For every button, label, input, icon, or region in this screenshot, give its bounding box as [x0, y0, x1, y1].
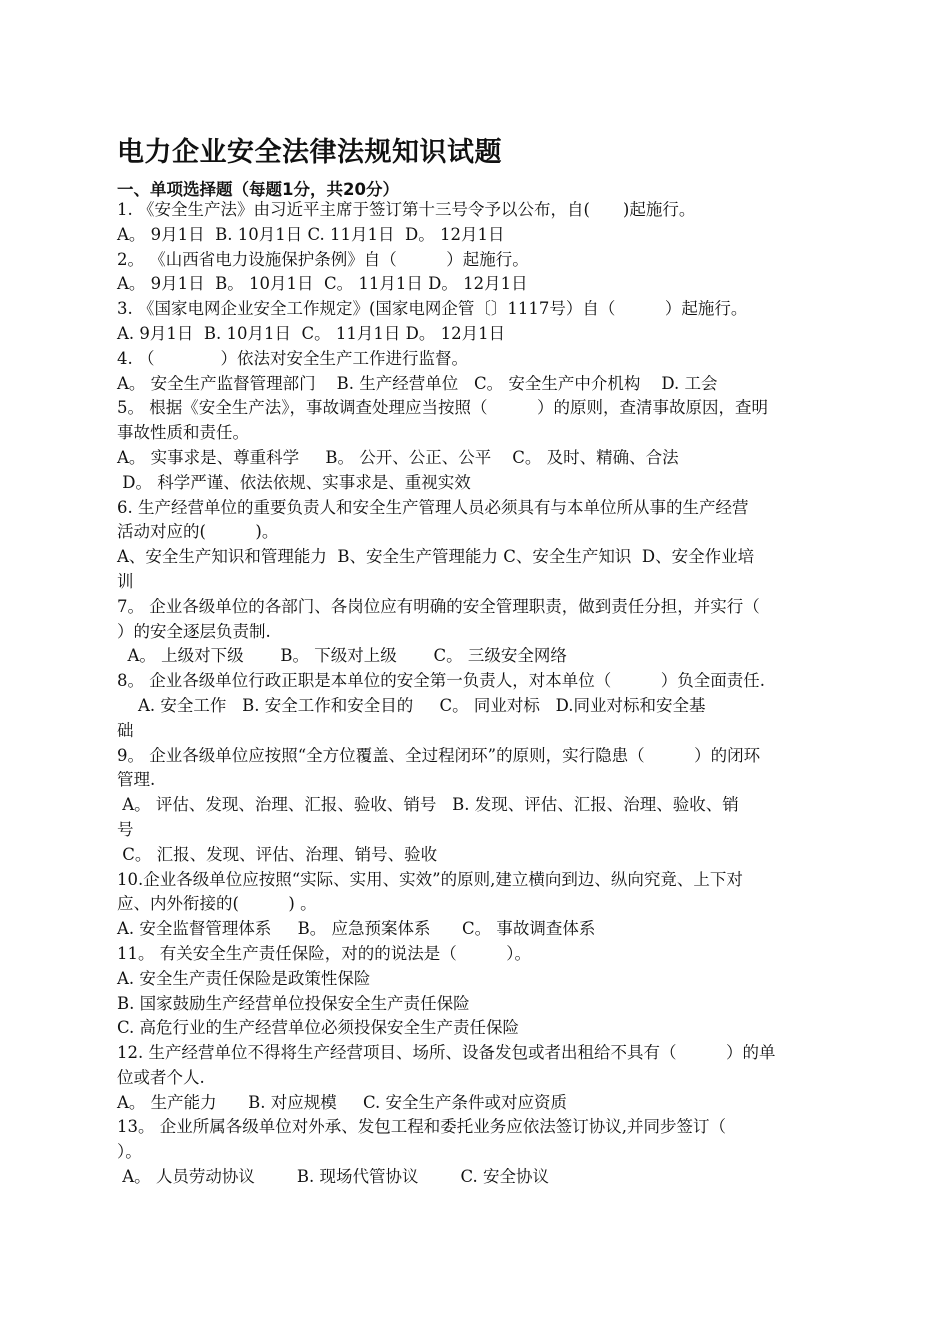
text-line: A。 评估、发现、治理、汇报、验收、销号 B. 发现、评估、汇报、治理、验收、销 [117, 795, 739, 815]
text-line: A。 上级对下级 B。 下级对上级 C。 三级安全网络 [117, 646, 567, 666]
section-heading: 一、单项选择题（每题1分，共20分） [117, 180, 399, 199]
text-line: A。 安全生产监督管理部门 B. 生产经营单位 C。 安全生产中介机构 D. 工会 [117, 373, 718, 393]
text-line: 位或者个人. [117, 1067, 205, 1087]
text-line: 8。 企业各级单位行政正职是本单位的安全第一负责人，对本单位（ ）负全面责任. [117, 671, 765, 691]
text-line: 号 [117, 819, 134, 839]
text-line: 3. 《国家电网企业安全工作规定》(国家电网企管〔〕1117号）自（ ）起施行。 [117, 299, 748, 319]
text-line: 础 [117, 720, 134, 740]
text-line: 应、内外衔接的( ) 。 [117, 894, 317, 914]
text-line: 12. 生产经营单位不得将生产经营项目、场所、设备发包或者出租给不具有（ ）的单 [117, 1043, 776, 1063]
text-line: ）。 [117, 1142, 142, 1162]
text-line: 1. 《安全生产法》由习近平主席于签订第十三号令予以公布，自( )起施行。 [117, 200, 696, 219]
text-line: C. 高危行业的生产经营单位必须投保安全生产责任保险 [117, 1018, 520, 1038]
text-line: 训 [117, 571, 134, 591]
text-line: 10.企业各级单位应按照“实际、实用、实效”的原则,建立横向到边、纵向究竟、上下对 [117, 869, 743, 889]
text-line: A。 实事求是、尊重科学 B。 公开、公正、公平 C。 及时、精确、合法 [117, 447, 679, 467]
text-line: A。 9月1日 B. 10月1日 C. 11月1日 D。 12月1日 [117, 224, 505, 244]
text-line: A. 安全监督管理体系 B。 应急预案体系 C。 事故调查体系 [117, 919, 596, 939]
text-line: 管理. [117, 770, 156, 790]
text-line: 4. （ ）依法对安全生产工作进行监督。 [117, 348, 468, 368]
text-line: 13。 企业所属各级单位对外承、发包工程和委托业务应依法签订协议,并同步签订（ [117, 1117, 726, 1137]
text-line: A. 安全工作 B. 安全工作和安全目的 C。 同业对标 D.同业对标和安全基 [117, 695, 706, 715]
text-line: ）的安全逐层负责制. [117, 621, 271, 641]
text-line: 2。 《山西省电力设施保护条例》自（ ）起施行。 [117, 249, 529, 269]
text-line: A。 人员劳动协议 B. 现场代管协议 C. 安全协议 [117, 1167, 549, 1187]
text-line: A。 生产能力 B. 对应规模 C. 安全生产条件或对应资质 [117, 1092, 567, 1112]
question-body [117, 198, 862, 1190]
text-line: A、安全生产知识和管理能力 B、安全生产管理能力 C、安全生产知识 D、安全作业培 [117, 547, 755, 567]
text-line: 事故性质和责任。 [117, 423, 249, 443]
text-line: B. 国家鼓励生产经营单位投保安全生产责任保险 [117, 993, 470, 1013]
text-line: A。 9月1日 B。 10月1日 C。 11月1日 D。 12月1日 [117, 274, 528, 294]
text-line: 6. 生产经营单位的重要负责人和安全生产管理人员必须具有与本单位所从事的生产经营 [117, 497, 749, 517]
text-line: C。 汇报、发现、评估、治理、销号、验收 [117, 844, 438, 864]
text-line: 5。 根据《安全生产法》，事故调查处理应当按照（ ）的原则，查清事故原因，查明 [117, 398, 768, 418]
text-line: D。 科学严谨、依法依规、实事求是、重视实效 [117, 472, 471, 492]
text-line: A. 安全生产责任保险是政策性保险 [117, 968, 371, 988]
text-line: 活动对应的( )。 [117, 522, 279, 542]
text-line: 11。 有关安全生产责任保险，对的的说法是（ ）。 [117, 943, 531, 963]
text-line: A. 9月1日 B. 10月1日 C。 11月1日 D。 12月1日 [117, 323, 506, 343]
document-title: 电力企业安全法律法规知识试题 [117, 137, 502, 168]
text-line: 7。 企业各级单位的各部门、各岗位应有明确的安全管理职责，做到责任分担，并实行（ [117, 596, 760, 616]
text-line: 9。 企业各级单位应按照“全方位覆盖、全过程闭环”的原则，实行隐患（ ）的闭环 [117, 745, 761, 765]
